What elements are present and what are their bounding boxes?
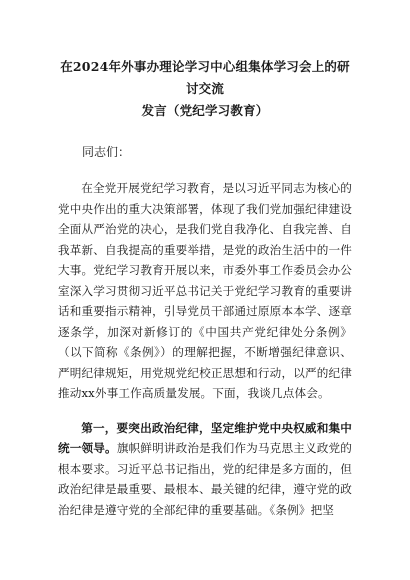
paragraph-body-text: 旗帜鲜明讲政治是我们作为马克思主义政党的根本要求。习近平总书记指出，党的纪律是多方面的，但政治纪律是最重要、最根本、最关键的纪律，遵守党的政治纪律是遵守党的全部纪律的重要基础。《条例》把坚 xyxy=(58,441,352,517)
title-line-1: 在2024年外事办理论学习中心组集体学习会上的研讨交流 xyxy=(60,59,350,96)
title-line-2: 发言（党纪学习教育） xyxy=(141,103,269,118)
paragraph-first-point xyxy=(58,418,352,521)
paragraph-intro: 在全党开展党纪学习教育，是以习近平同志为核心的党中央作出的重大决策部署，体现了我们党加强纪律建设全面从严治党的决心，是我们党自我净化、自我完善、自我革新、自我提高的重要举措，是党的政治生活中的一件大事。党纪学习教育开展以来，市委外事工作委员会办公室深入学习贯彻习近平总书记关于党纪学习教育的重要讲话和重要指示精神，引导党员干部通过原原本本学、逐章逐条学，加深对新修订的《中国共产党纪律处分条例》（以下简称《条例》）的理解把握，不断增强纪律意识、严明纪律规矩，用党规党纪校正思想和行动，以严的纪律推动xx外事工作高质量发展。下面，我谈几点体会。 xyxy=(58,181,352,400)
paragraph-lead-sentence: 第一，要突出政治纪律，坚定维护党中央权威和集中统一领导。 xyxy=(58,420,352,455)
salutation: 同志们： xyxy=(82,145,131,159)
document-title xyxy=(58,56,352,122)
